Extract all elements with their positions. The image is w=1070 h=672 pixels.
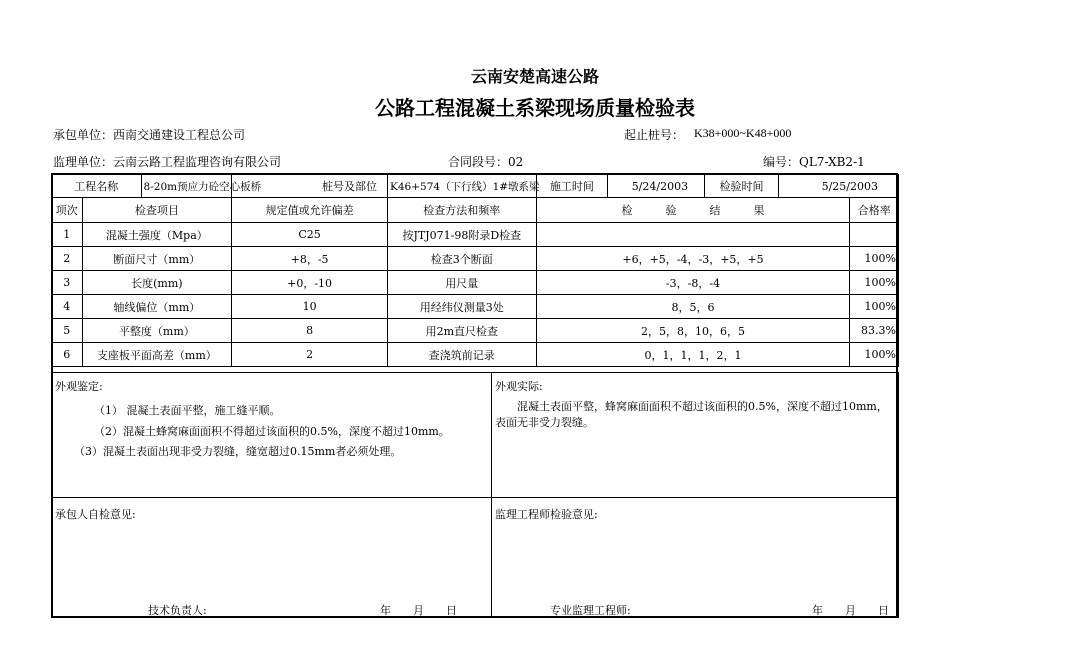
appearance-actual-box (491, 372, 899, 498)
project-name-label: 工程名称 (52, 175, 142, 198)
supervisor-opinion-box (491, 497, 899, 618)
title-main: 公路工程混凝土系梁现场质量检验表 (375, 96, 695, 120)
appearance-criteria-item: （2）混凝土蜂窝麻面面积不得超过该面积的0.5%，深度不超过10mm。 (94, 425, 450, 438)
row-method: 按JTJ071-98附录D检查 (388, 223, 537, 247)
header-result: 检 验 结 果 (536, 198, 850, 223)
table-row (52, 271, 899, 295)
row-rate: 100% (850, 271, 899, 295)
row-spec: +8，-5 (232, 247, 388, 271)
appearance-criteria-item: （3）混凝土表面出现非受力裂缝，缝宽超过0.15mm者必须处理。 (74, 445, 402, 458)
inspect-time-label: 检验时间 (705, 175, 779, 198)
row-result: +6，+5，-4，-3，+5，+5 (536, 247, 850, 271)
table-row (52, 247, 899, 271)
serial-no: 编号：QL7-XB2-1 (763, 155, 865, 169)
row-no: 1 (52, 223, 83, 247)
row-result: -3，-8，-4 (536, 271, 850, 295)
inspect-time-value: 5/25/2003 (778, 175, 898, 198)
row-rate (850, 223, 899, 247)
pile-value: K46+574（下行线）1#墩系梁 (388, 175, 537, 198)
contractor-date: 年 月 日 (380, 604, 457, 617)
header-spec: 规定值或允许偏差 (232, 198, 388, 223)
row-rate: 83.3% (850, 319, 899, 343)
contractor-opinion-title: 承包人自检意见: (55, 508, 136, 521)
appearance-actual-title: 外观实际: (495, 380, 543, 393)
row-item: 混凝土强度（Mpa） (82, 223, 232, 247)
row-item: 断面尺寸（mm） (82, 247, 232, 271)
info-row (52, 175, 899, 198)
row-rate: 100% (850, 247, 899, 271)
work-time-value: 5/24/2003 (608, 175, 705, 198)
appearance-criteria-box (51, 372, 492, 498)
contract-no: 合同段号：02 (448, 155, 524, 169)
contractor-opinion-box (51, 497, 492, 618)
row-result (536, 223, 850, 247)
row-item: 支座板平面高差（mm） (82, 343, 232, 367)
station-label: 起止桩号： (624, 128, 685, 142)
row-no: 3 (52, 271, 83, 295)
row-method: 查浇筑前记录 (388, 343, 537, 367)
row-method: 检查3个断面 (388, 247, 537, 271)
row-result: 8，5，6 (536, 295, 850, 319)
row-spec: 10 (232, 295, 388, 319)
contractor-info: 承包单位：西南交通建设工程总公司 (53, 128, 246, 142)
row-item: 长度(mm) (82, 271, 232, 295)
table-row (52, 343, 899, 367)
row-no: 5 (52, 319, 83, 343)
contractor-signer: 技术负责人: (148, 604, 207, 617)
table-row (52, 319, 899, 343)
supervisor-signer: 专业监理工程师: (550, 604, 631, 617)
row-spec: 2 (232, 343, 388, 367)
appearance-actual-text: 混凝土表面平整，蜂窝麻面面积不超过该面积的0.5%，深度不超过10mm，表面无非受力裂缝。 (495, 400, 888, 429)
header-row (52, 198, 899, 223)
row-spec: +0，-10 (232, 271, 388, 295)
table-row (52, 223, 899, 247)
header-no: 项次 (52, 198, 83, 223)
appearance-criteria-title: 外观鉴定: (55, 380, 103, 393)
table-row (52, 295, 899, 319)
header-rate: 合格率 (850, 198, 899, 223)
pile-label: 桩号及部位 (232, 175, 388, 198)
row-spec: 8 (232, 319, 388, 343)
row-result: 2，5，8，10，6，5 (536, 319, 850, 343)
row-method: 用2m直尺检查 (388, 319, 537, 343)
row-no: 2 (52, 247, 83, 271)
station-value: K38+000~K48+000 (694, 126, 792, 140)
row-result: 0，1，1，1，2，1 (536, 343, 850, 367)
row-item: 平整度（mm） (82, 319, 232, 343)
row-rate: 100% (850, 343, 899, 367)
title-top: 云南安楚高速公路 (470, 67, 599, 86)
project-name-value: 8-20m预应力砼空心板桥 (141, 175, 232, 198)
supervisor-date: 年 月 日 (812, 604, 889, 617)
supervisor-opinion-title: 监理工程师检验意见: (495, 508, 598, 521)
row-method: 用尺量 (388, 271, 537, 295)
work-time-label: 施工时间 (536, 175, 608, 198)
inspection-table (51, 174, 899, 367)
supervisor-info: 监理单位：云南云路工程监理咨询有限公司 (53, 155, 282, 169)
row-method: 用经纬仪测量3处 (388, 295, 537, 319)
row-no: 6 (52, 343, 83, 367)
row-rate: 100% (850, 295, 899, 319)
header-method: 检查方法和频率 (388, 198, 537, 223)
row-spec: C25 (232, 223, 388, 247)
header-item: 检查项目 (82, 198, 232, 223)
row-no: 4 (52, 295, 83, 319)
appearance-criteria-item: （1） 混凝土表面平整，施工缝平顺。 (94, 404, 281, 417)
row-item: 轴线偏位（mm） (82, 295, 232, 319)
